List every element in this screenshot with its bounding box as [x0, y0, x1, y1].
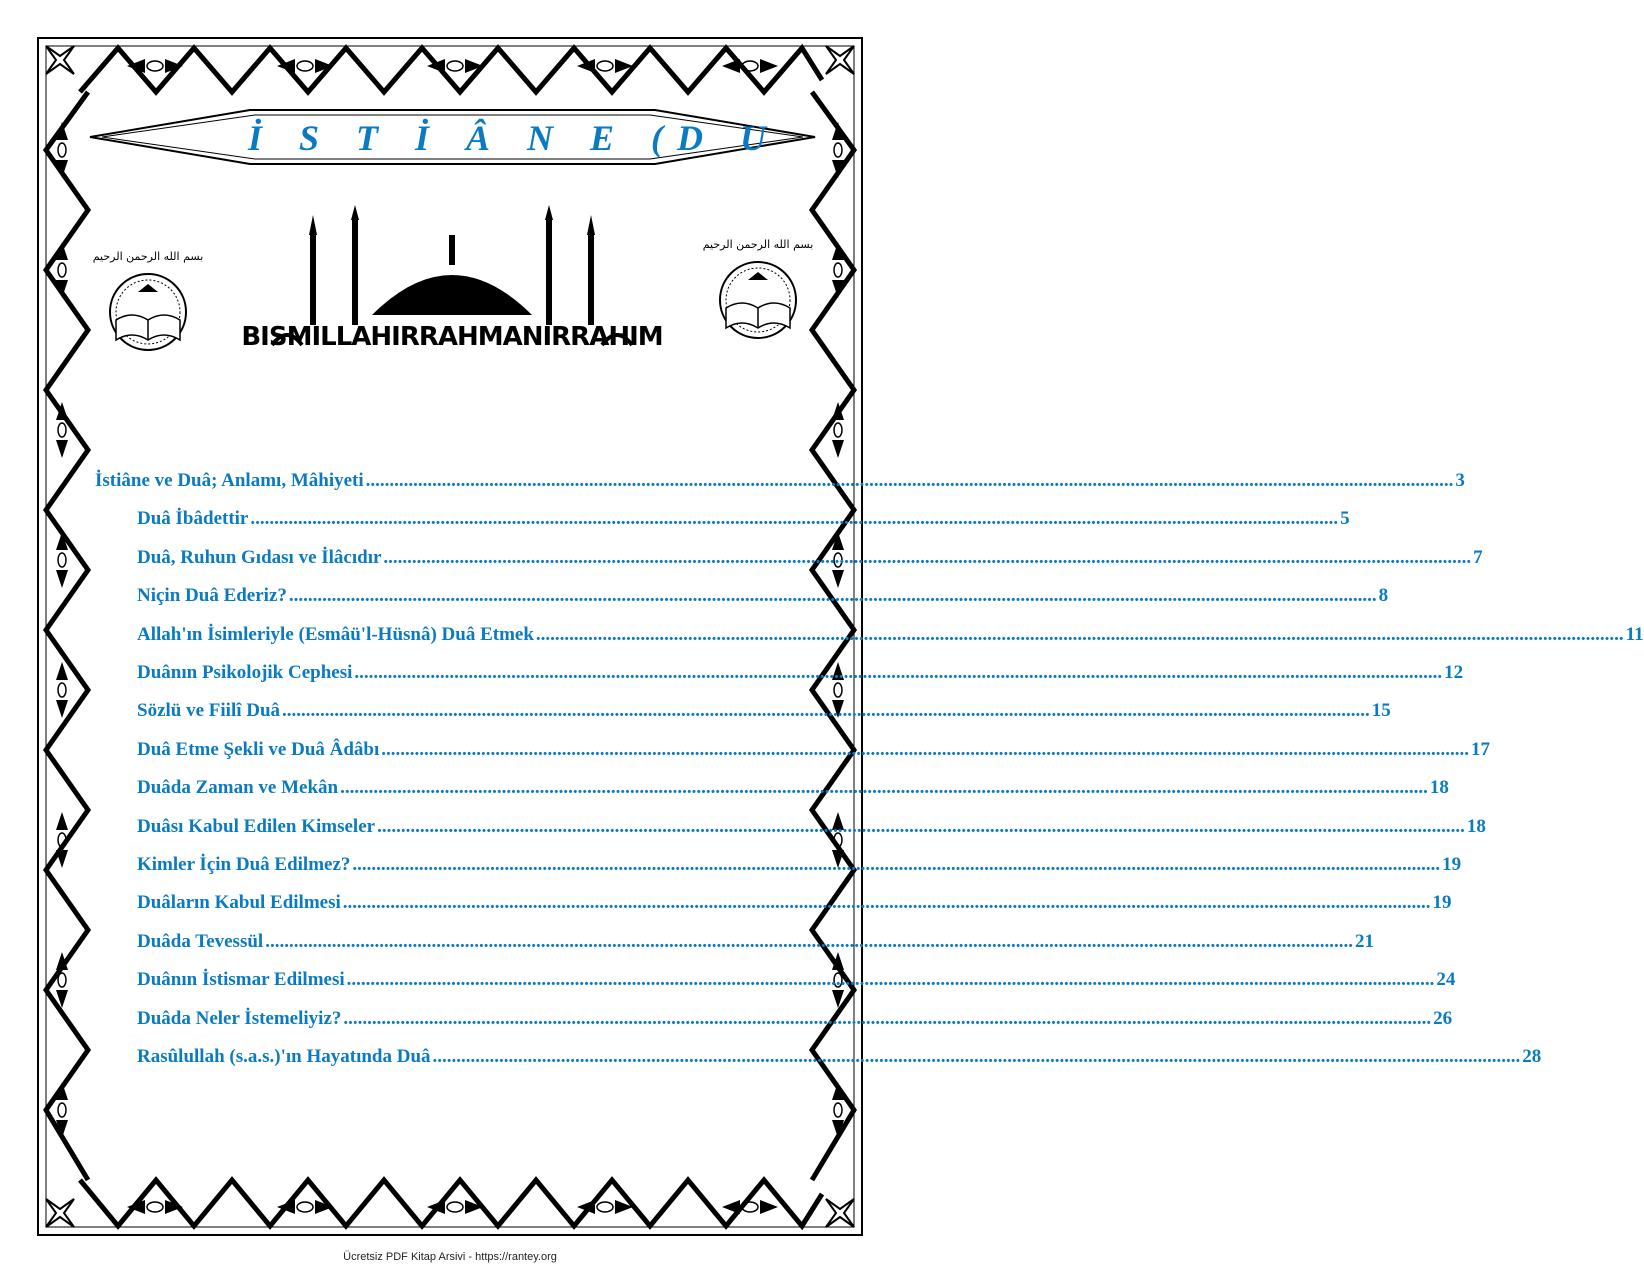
- toc-leader-dots: [265, 930, 1353, 954]
- toc-entry-page: 26: [1433, 1007, 1453, 1029]
- emblem-label-right: بسم الله الرحمن الرحيم: [702, 238, 814, 251]
- calligraphy-text: BISMILLAHIRRAHMANIRRAHIM: [241, 322, 663, 352]
- toc-entry-page: 28: [1522, 1046, 1542, 1067]
- toc-entry[interactable]: [137, 546, 1483, 570]
- toc-leader-dots: [282, 699, 1370, 723]
- toc-entry[interactable]: [137, 699, 1391, 723]
- toc-entry[interactable]: [95, 469, 1465, 493]
- toc-entry-page: 15: [1371, 700, 1391, 722]
- toc-leader-dots: [383, 546, 1471, 570]
- toc-entry-page: 17: [1471, 738, 1491, 760]
- toc-entry-title: Duânın Psikolojik Cephesi: [137, 662, 353, 683]
- toc-entry[interactable]: [137, 623, 1644, 647]
- toc-entry[interactable]: [137, 738, 1491, 762]
- toc-leader-dots: [347, 968, 1435, 992]
- toc-entry[interactable]: [137, 776, 1449, 800]
- toc-entry-title: Niçin Duâ Ederiz?: [137, 585, 287, 607]
- toc-leader-dots: [352, 853, 1440, 877]
- toc-entry-page: 3: [1455, 470, 1465, 491]
- toc-entry-title: Duâda Zaman ve Mekân: [137, 777, 339, 799]
- toc-leader-dots: [381, 738, 1469, 762]
- toc-leader-dots: [343, 1007, 1431, 1031]
- toc-leader-dots: [289, 584, 1377, 608]
- emblem-label-left: بسم الله الرحمن الرحيم: [92, 250, 204, 263]
- toc-entry[interactable]: [137, 891, 1452, 915]
- toc-entry[interactable]: [137, 1007, 1453, 1031]
- toc-entry[interactable]: [137, 584, 1389, 608]
- toc-entry-page: 7: [1473, 546, 1483, 568]
- toc-leader-dots: [433, 1045, 1521, 1069]
- toc-entry-title: İstiâne ve Duâ; Anlamı, Mâhiyeti: [95, 470, 364, 491]
- toc-entry[interactable]: [137, 1045, 1542, 1069]
- toc-entry[interactable]: [137, 853, 1462, 877]
- toc-leader-dots: [250, 507, 1338, 531]
- toc-leader-dots: [377, 815, 1465, 839]
- toc-entry-page: 18: [1466, 815, 1486, 837]
- toc-entry-page: 5: [1340, 508, 1350, 530]
- toc-entry-title: Duâ İbâdettir: [137, 508, 249, 530]
- toc-leader-dots: [366, 469, 1454, 493]
- toc-entry-title: Duâ Etme Şekli ve Duâ Âdâbı: [137, 738, 380, 760]
- toc-entry-title: Allah'ın İsimleriyle (Esmâü'l-Hüsnâ) Duâ Etmek: [137, 623, 534, 645]
- toc-entry-title: Duâsı Kabul Edilen Kimseler: [137, 815, 376, 837]
- toc-leader-dots: [343, 891, 1431, 915]
- toc-entry-title: Duâların Kabul Edilmesi: [137, 892, 341, 914]
- toc-entry-title: Duâ, Ruhun Gıdası ve İlâcıdır: [137, 546, 382, 568]
- toc-entry-page: 19: [1442, 854, 1462, 875]
- page-title: İ S T İ Â N E (D U: [248, 118, 781, 158]
- toc-entry-title: Rasûlullah (s.a.s.)'ın Hayatında Duâ: [137, 1046, 431, 1067]
- toc-entry-page: 18: [1429, 777, 1449, 799]
- toc-leader-dots: [340, 776, 1428, 800]
- toc-entry-page: 21: [1354, 930, 1374, 952]
- toc-entry-page: 24: [1436, 969, 1456, 991]
- toc-entry-title: Sözlü ve Fiilî Duâ: [137, 700, 281, 722]
- toc-entry[interactable]: [137, 507, 1350, 531]
- toc-entry-page: 12: [1444, 662, 1464, 683]
- toc-entry-title: Kimler İçin Duâ Edilmez?: [137, 854, 351, 875]
- toc-leader-dots: [354, 661, 1442, 685]
- toc-entry-page: 11: [1625, 623, 1644, 645]
- toc-entry[interactable]: [137, 968, 1456, 992]
- toc-entry-title: Duânın İstismar Edilmesi: [137, 969, 345, 991]
- toc-entry[interactable]: [137, 930, 1374, 954]
- toc-entry-page: 19: [1432, 892, 1452, 914]
- toc-entry-title: Duâda Neler İstemeliyiz?: [137, 1007, 342, 1029]
- toc-leader-dots: [536, 623, 1624, 647]
- toc-entry[interactable]: [137, 661, 1464, 685]
- toc-entry[interactable]: [137, 815, 1486, 839]
- toc-entry-title: Duâda Tevessül: [137, 930, 264, 952]
- toc-entry-page: 8: [1378, 585, 1389, 607]
- footer-text: Ücretsiz PDF Kitap Arsivi - https://rantey.org: [343, 1251, 557, 1263]
